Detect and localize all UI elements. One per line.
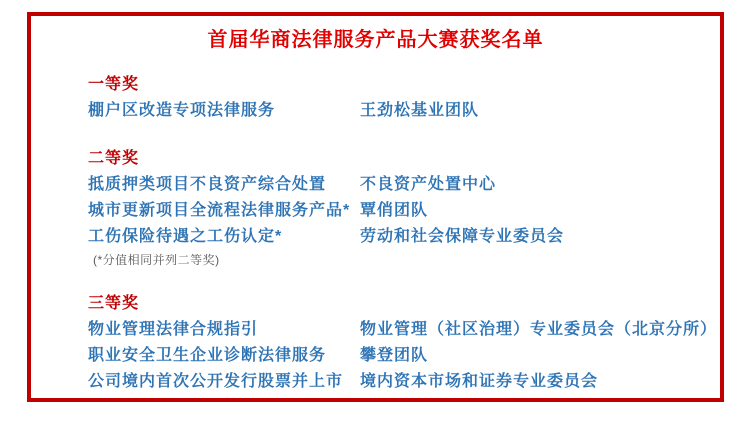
award-row [88, 224, 710, 250]
winner-name: 境内资本市场和证券专业委员会 [360, 373, 599, 390]
tie-score-footnote: (*分值相同并列二等奖) [93, 253, 220, 267]
prize-tier-heading: 二等奖 [88, 150, 140, 167]
award-row [88, 198, 710, 224]
page-title: 首届华商法律服务产品大赛获奖名单 [207, 29, 544, 51]
award-list-content [31, 72, 720, 395]
product-name: 职业安全卫生企业诊断法律服务 [88, 347, 327, 364]
winner-name: 物业管理（社区治理）专业委员会（北京分所） [360, 321, 718, 338]
product-name: 抵质押类项目不良资产综合处置 [88, 176, 327, 193]
product-name: 物业管理法律合规指引 [88, 321, 259, 338]
prize-tier-heading: 一等奖 [88, 76, 140, 93]
award-row [88, 317, 718, 343]
section-second-prize [88, 146, 710, 270]
section-first-prize [88, 72, 710, 124]
winner-name: 攀登团队 [360, 347, 429, 364]
award-row [88, 343, 710, 369]
winner-name: 劳动和社会保障专业委员会 [360, 228, 565, 245]
award-row [88, 369, 710, 395]
product-name: 工伤保险待遇之工伤认定* [88, 228, 283, 245]
product-name: 棚户区改造专项法律服务 [88, 102, 276, 119]
section-third-prize [88, 291, 718, 395]
winner-name: 覃俏团队 [360, 202, 429, 219]
award-row [88, 98, 710, 124]
prize-tier-heading: 三等奖 [88, 295, 140, 312]
award-row [88, 172, 710, 198]
product-name: 公司境内首次公开发行股票并上市 [88, 373, 344, 390]
winner-name: 王劲松基业团队 [360, 102, 480, 119]
product-name: 城市更新项目全流程法律服务产品* [88, 202, 351, 219]
winner-name: 不良资产处置中心 [360, 176, 497, 193]
award-list-box [27, 12, 724, 402]
